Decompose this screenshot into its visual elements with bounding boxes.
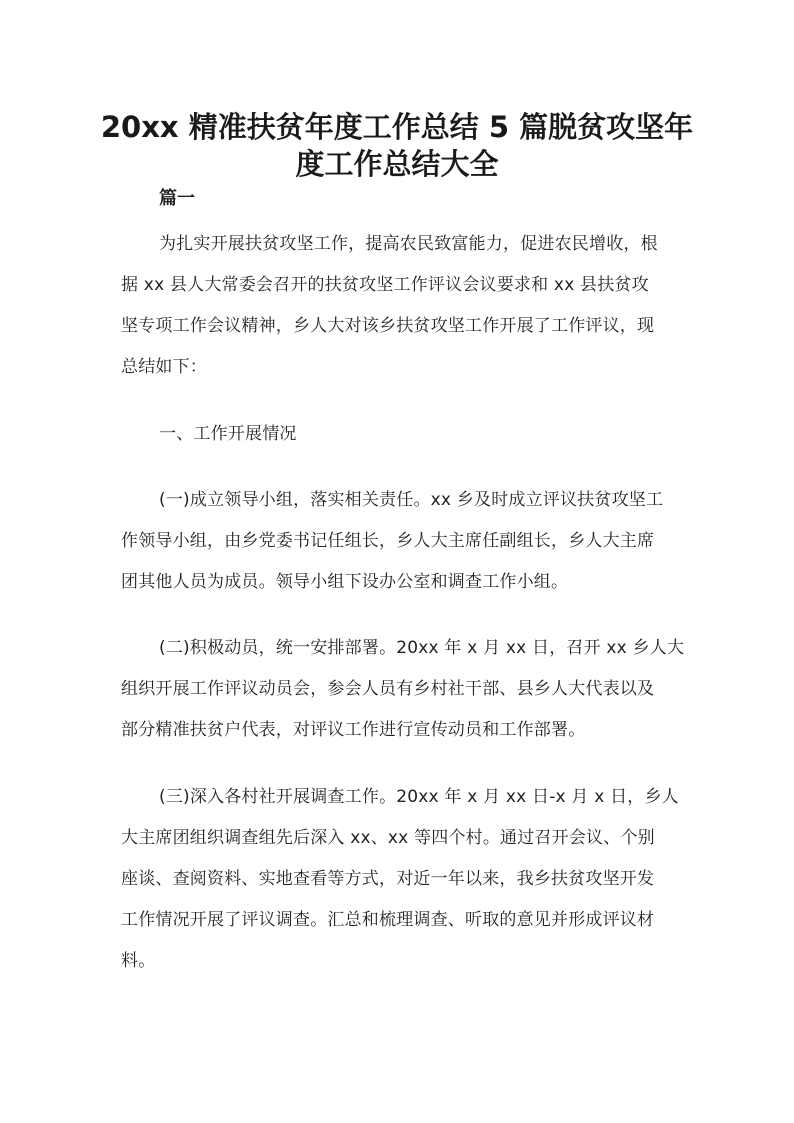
paragraph-1-line-1: 为扎实开展扶贫攻坚工作，提高农民致富能力，促进农民增收，根 xyxy=(159,234,658,254)
paragraph-1-line-2: 据 xx 县人大常委会召开的扶贫攻坚工作评议会议要求和 xx 县扶贫攻 xyxy=(121,275,649,295)
paragraph-4-line-5: 料。 xyxy=(121,951,156,971)
section-label: 篇一 xyxy=(159,188,195,209)
paragraph-3-line-3: 部分精准扶贫户代表，对评议工作进行宣传动员和工作部署。 xyxy=(121,720,586,740)
document-title-line-1: 20xx 精准扶贫年度工作总结 5 篇脱贫攻坚年 xyxy=(100,110,694,144)
paragraph-4-line-3: 座谈、查阅资料、实地查看等方式，对近一年以来，我乡扶贫攻坚开发 xyxy=(121,869,655,889)
paragraph-2-line-3: 团其他人员为成员。领导小组下设办公室和调查工作小组。 xyxy=(121,572,569,592)
paragraph-1-line-3: 坚专项工作会议精神，乡人大对该乡扶贫攻坚工作开展了工作评议，现 xyxy=(121,316,655,336)
paragraph-4-line-2: 大主席团组织调查组先后深入 xx、xx 等四个村。通过召开会议、个别 xyxy=(121,828,655,848)
document-title-line-2: 度工作总结大全 xyxy=(295,147,499,181)
paragraph-4-line-1: (三)深入各村社开展调查工作。20xx 年 x 月 xx 日-x 月 x 日，乡人 xyxy=(159,787,679,807)
paragraph-2-line-1: (一)成立领导小组，落实相关责任。xx 乡及时成立评议扶贫攻坚工 xyxy=(159,490,664,510)
paragraph-1-line-4: 总结如下： xyxy=(121,357,207,377)
paragraph-3-line-1: (二)积极动员，统一安排部署。20xx 年 x 月 xx 日，召开 xx 乡人大 xyxy=(159,638,685,658)
paragraph-2-line-2: 作领导小组，由乡党委书记任组长，乡人大主席任副组长，乡人大主席 xyxy=(121,531,655,551)
paragraph-3-line-2: 组织开展工作评议动员会，参会人员有乡村社干部、县乡人大代表以及 xyxy=(121,679,655,699)
section-heading-work: 一、工作开展情况 xyxy=(159,424,297,444)
paragraph-4-line-4: 工作情况开展了评议调查。汇总和梳理调查、听取的意见并形成评议材 xyxy=(121,910,655,930)
